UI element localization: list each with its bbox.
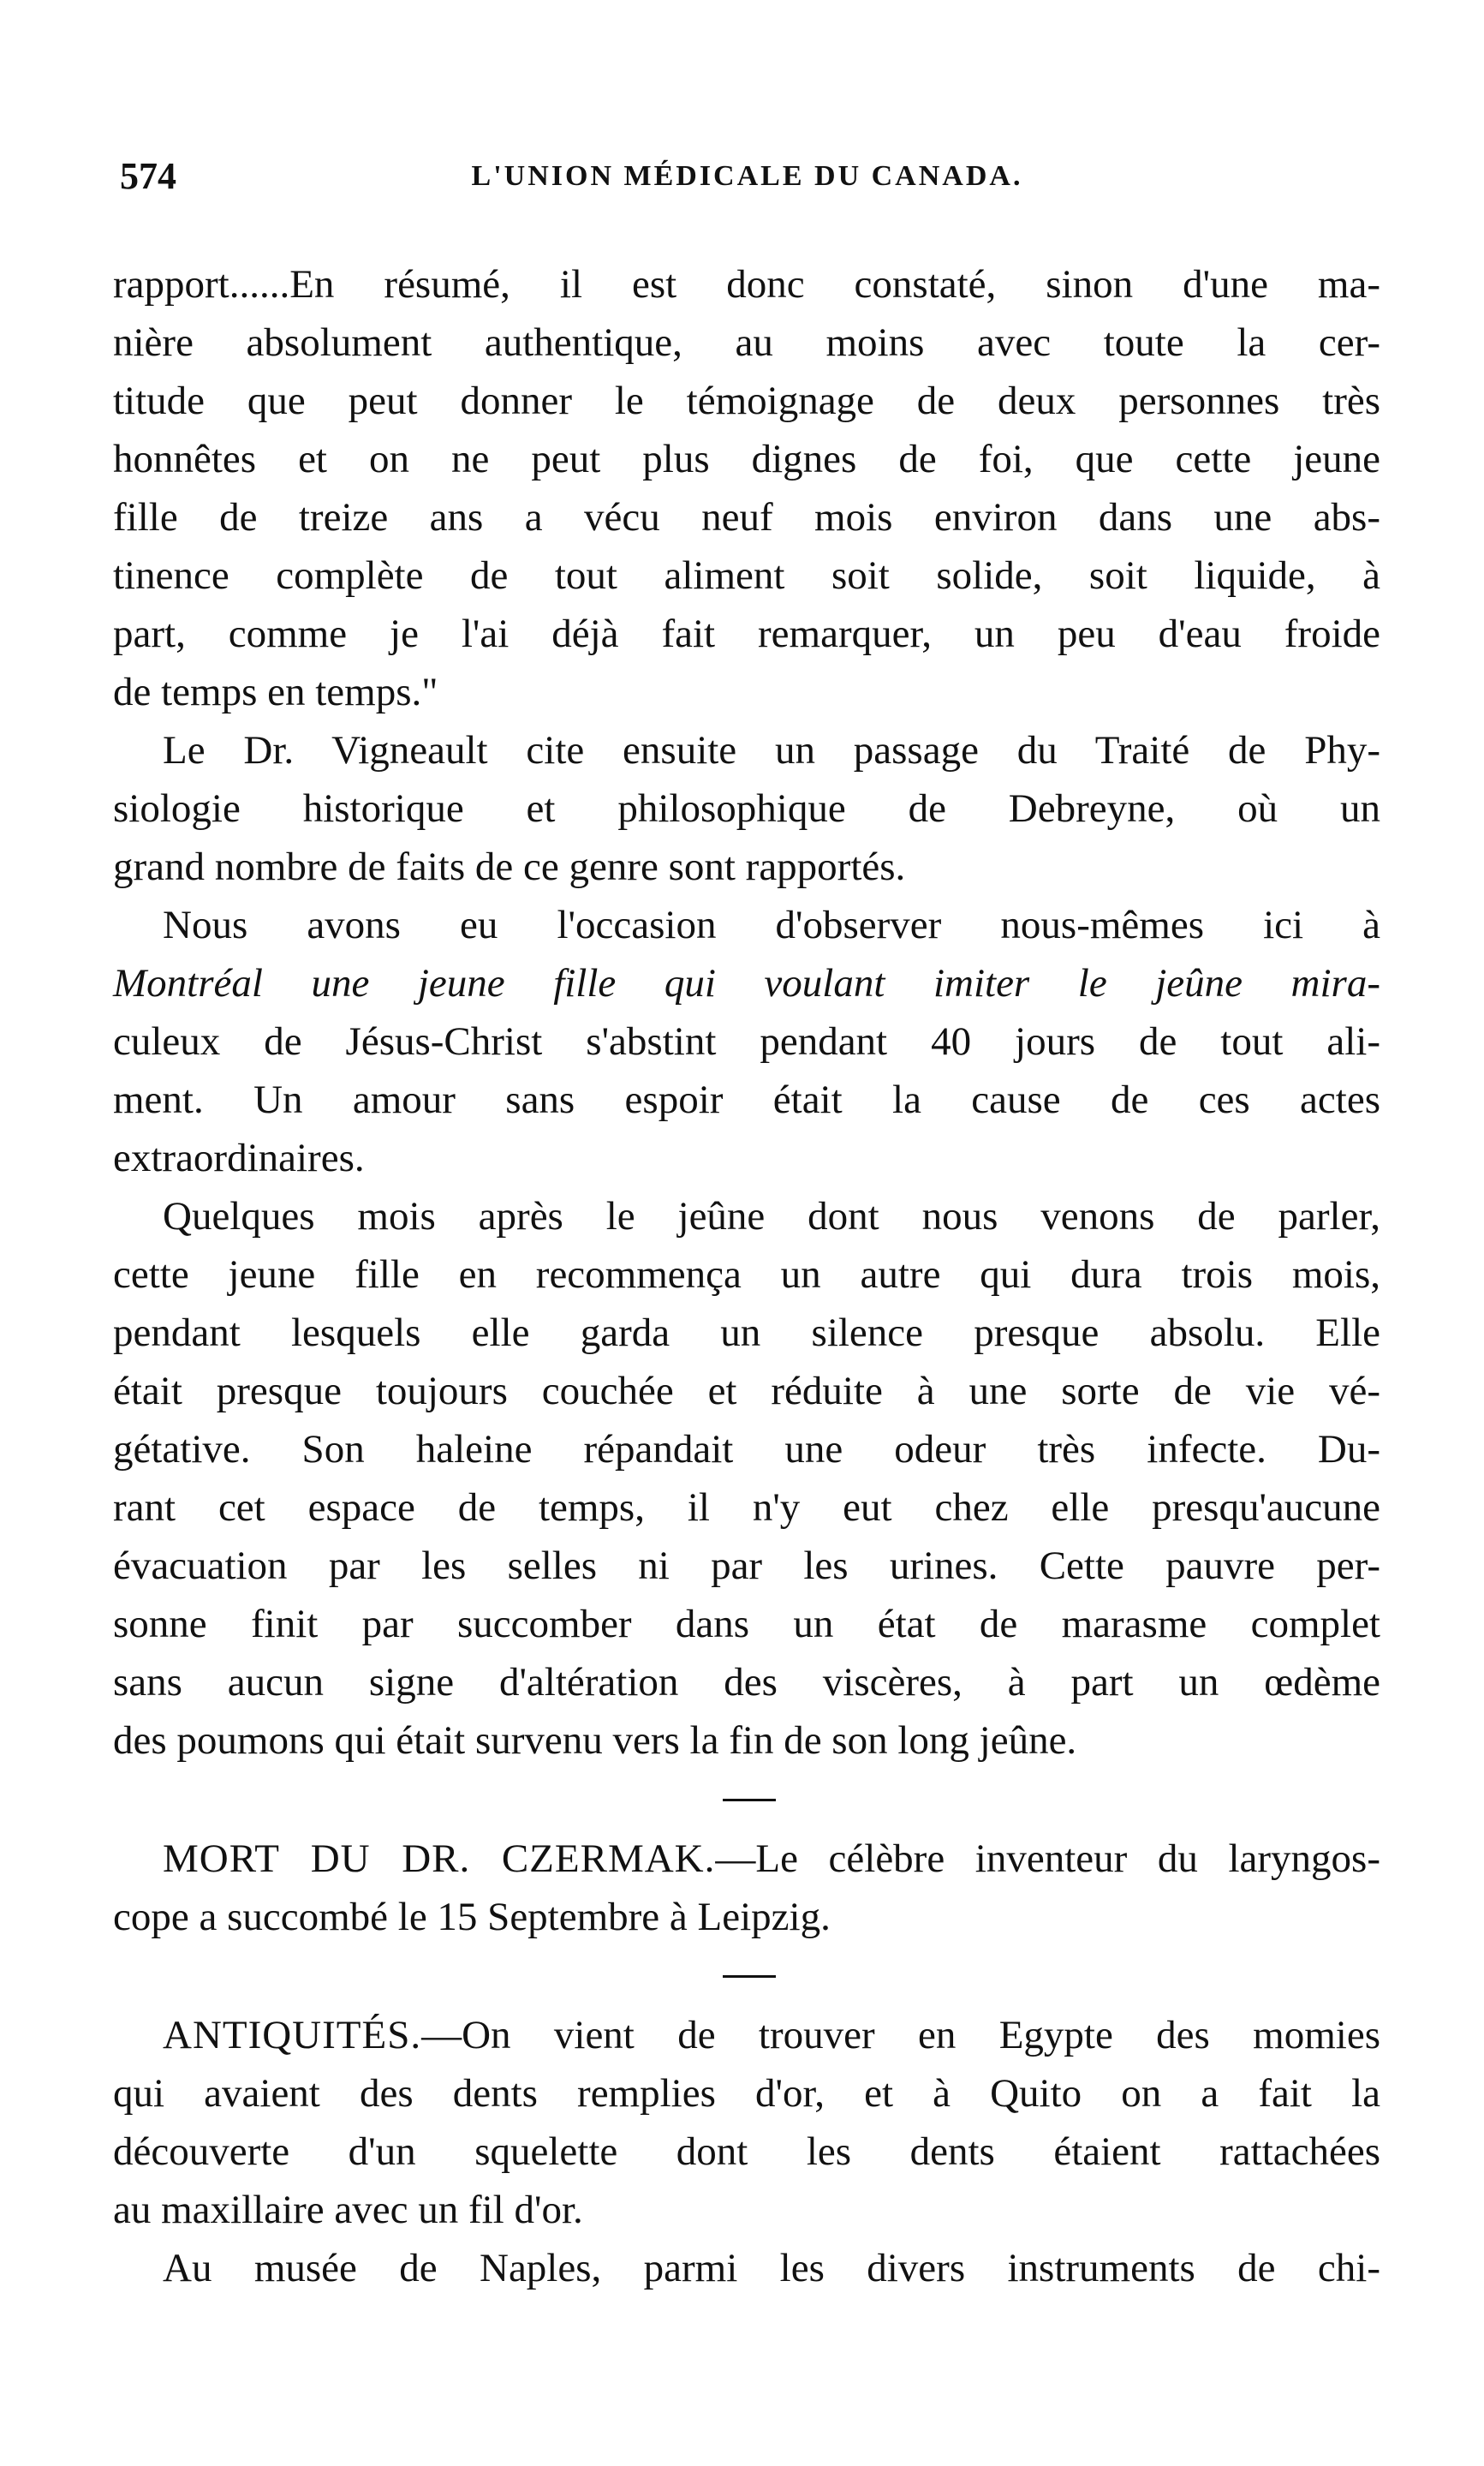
- news-text: —On vient de trouver en Egypte des momies: [421, 2013, 1380, 2057]
- text-line: extraordinaires.: [113, 1136, 365, 1180]
- text-line: culeux de Jésus-Christ s'abstint pendant 40 jours de tout ali-: [113, 1019, 1380, 1064]
- text-line: nière absolument authentique, au moins avec toute la cer-: [113, 320, 1380, 365]
- text-line: de temps en temps.": [113, 670, 438, 714]
- paragraph-quote-end: [113, 255, 1380, 721]
- page-number: 574: [120, 155, 176, 197]
- text-line: était presque toujours couchée et réduite à une sorte de vie vé-: [113, 1369, 1380, 1413]
- running-title: L'UNION MÉDICALE DU CANADA.: [471, 160, 1023, 192]
- text-line: [113, 1830, 1380, 1888]
- text-line: honnêtes et on ne peut plus dignes de foi, que cette jeune: [113, 437, 1380, 481]
- text-line: rapport......En résumé, il est donc constaté, sinon d'une ma-: [113, 262, 1380, 307]
- text-line: sonne finit par succomber dans un état de marasme complet: [113, 1602, 1380, 1646]
- text-line: tinence complète de tout aliment soit solide, soit liquide, à: [113, 553, 1380, 598]
- section-divider: [113, 1770, 1380, 1830]
- text-line: qui avaient des dents remplies d'or, et à Quito on a fait la: [113, 2071, 1380, 2116]
- news-item-antiquites: [113, 2006, 1380, 2239]
- text-line: ment. Un amour sans espoir était la cause de ces actes: [113, 1078, 1380, 1122]
- text-line: au maxillaire avec un fil d'or.: [113, 2188, 583, 2232]
- text-line: Quelques mois après le jeûne dont nous venons de parler,: [163, 1194, 1380, 1239]
- text-line: rant cet espace de temps, il n'y eut chez elle presqu'aucune: [113, 1485, 1380, 1530]
- text-line: Le Dr. Vigneault cite ensuite un passage du Traité de Phy-: [163, 728, 1380, 773]
- news-text: —Le célèbre inventeur du laryngos-: [715, 1836, 1380, 1881]
- text-line: découverte d'un squelette dont les dents étaient rattachées: [113, 2129, 1380, 2174]
- text-line: gétative. Son haleine répandait une odeur très infecte. Du-: [113, 1427, 1380, 1472]
- news-item-czermak: [113, 1830, 1380, 1946]
- paragraph-naples: [113, 2239, 1380, 2297]
- text-line: Nous avons eu l'occasion d'observer nous-mêmes ici à: [163, 903, 1380, 947]
- text-line: sans aucun signe d'altération des viscères, à part un œdème: [113, 1660, 1380, 1705]
- text-line: [113, 2006, 1380, 2064]
- italic-text: Montréal une jeune fille qui voulant imiter le jeûne mira-: [113, 961, 1380, 1006]
- text-line: Au musée de Naples, parmi les divers instruments de chi-: [163, 2246, 1380, 2290]
- paragraph-debreyne: [113, 721, 1380, 896]
- news-heading: ANTIQUITÉS.: [163, 2013, 422, 2057]
- text-line: grand nombre de faits de ce genre sont rapportés.: [113, 845, 906, 889]
- text-line: cette jeune fille en recommença un autre qui dura trois mois,: [113, 1252, 1380, 1297]
- section-divider: [113, 1946, 1380, 2006]
- text-line: évacuation par les selles ni par les urines. Cette pauvre per-: [113, 1543, 1380, 1588]
- text-line: [113, 954, 1380, 1012]
- divider-rule: [723, 1975, 776, 1978]
- text-line: siologie historique et philosophique de Debreyne, où un: [113, 786, 1380, 831]
- text-line: des poumons qui était survenu vers la fin de son long jeûne.: [113, 1718, 1077, 1763]
- text-line: fille de treize ans a vécu neuf mois environ dans une abs-: [113, 495, 1380, 540]
- text-line: pendant lesquels elle garda un silence presque absolu. Elle: [113, 1311, 1380, 1355]
- paragraph-second-fast: [113, 1187, 1380, 1770]
- news-heading: MORT DU DR. CZERMAK.: [163, 1836, 716, 1881]
- paragraph-montreal: [113, 896, 1380, 1187]
- text-line: part, comme je l'ai déjà fait remarquer, un peu d'eau froide: [113, 612, 1380, 656]
- divider-rule: [723, 1799, 776, 1801]
- text-line: titude que peut donner le témoignage de deux personnes très: [113, 379, 1380, 423]
- text-line: cope a succombé le 15 Septembre à Leipzig.: [113, 1895, 831, 1939]
- page-header: [120, 151, 1374, 202]
- body-text: [113, 255, 1380, 2297]
